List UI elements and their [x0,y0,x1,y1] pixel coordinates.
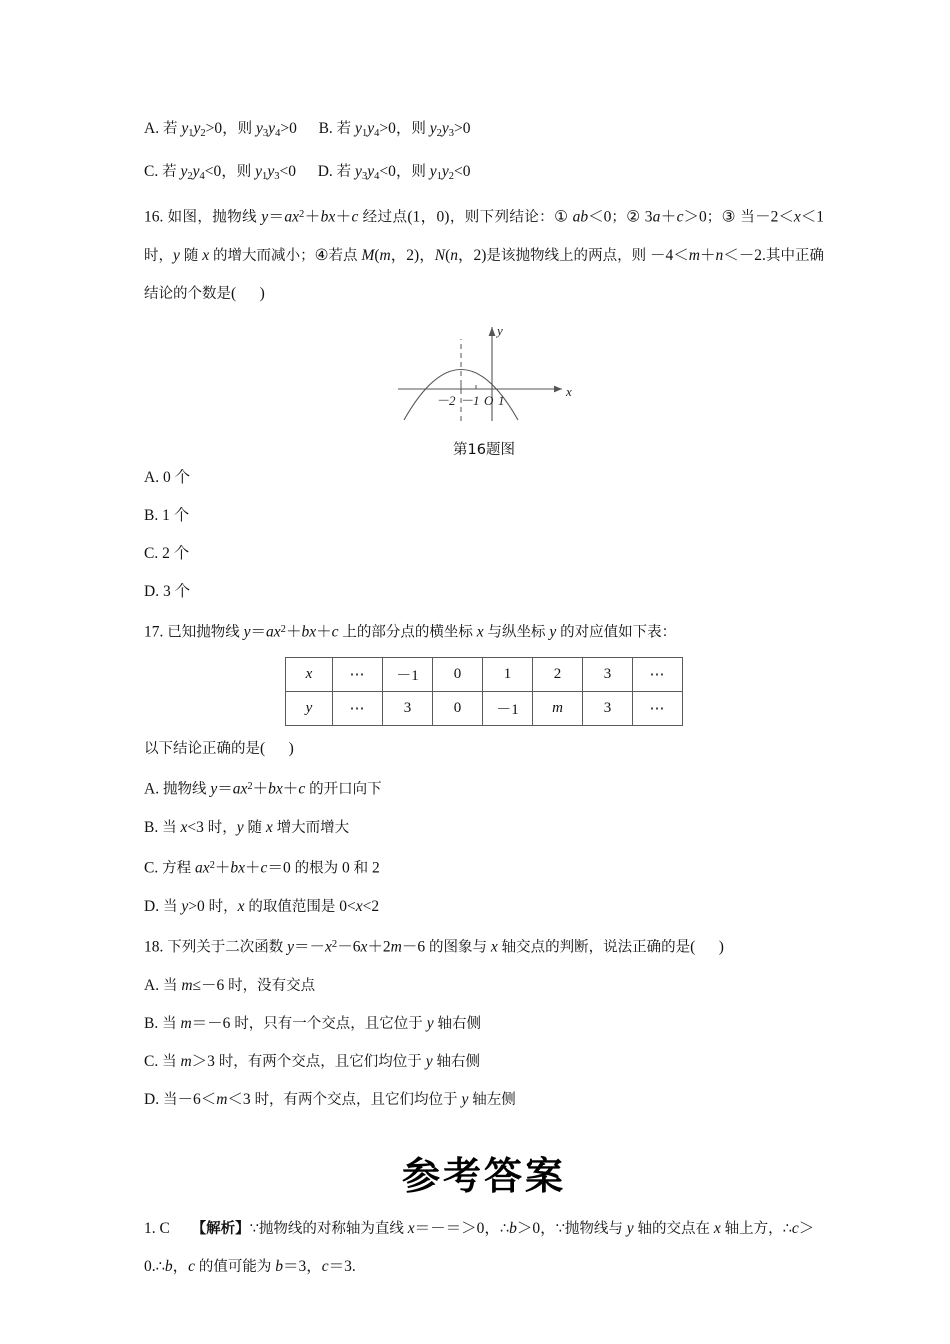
x-axis-arrow [554,385,562,392]
q16-number: 16. [144,208,164,226]
answer-item-1: 1. C 【解析】∵抛物线的对称轴为直线 x＝－＝＞0，∴b＞0，∵抛物线与 y 轴的交点在 x 轴上方，∴c＞0.∴b，c 的值可能为 b＝3，c＝3. [144,1219,815,1275]
q17-number: 17. [144,623,164,641]
q18-option-d: D. 当－6＜m＜3 时，有两个交点，且它们均位于 y 轴左侧 [144,1090,516,1108]
cell-x-3: 1 [483,658,533,692]
q16-figure [144,317,824,459]
cell-x-5: 3 [583,658,633,692]
q16-figure-caption: 第16题图 [453,441,515,458]
q18-number: 18. [144,938,164,956]
q16-equation: y [261,208,269,226]
q18-text-2: 的图象与 [428,939,487,956]
cell-y-4: m [533,692,583,726]
parabola-graph [384,317,584,427]
answers-heading: 参考答案 [401,1153,566,1198]
question-18-stem: 18. 下列关于二次函数 $y=-x^2-6x+2m-6$ 的图象与 x 轴交点的判断，说法正确的是( ) [144,938,724,956]
cell-y-5: 3 [583,692,633,726]
cell-x-4: 2 [533,658,583,692]
q15-option-d: D. 若 $y_3y_4<0$，则 $y_1y_2<0$ [317,162,471,182]
cell-x-2: 0 [433,658,483,692]
q16-text-3: 当 [740,209,756,226]
q15-option-line-2 [144,153,824,196]
q16-option-b: B. 1 个 [144,506,190,524]
q15-option-b: B. 若 $y_1y_4>0$，则 $y_2y_3>0$ [318,120,471,139]
cell-y-6: ⋯ [633,692,683,726]
q17-text-2: 上的部分点的横坐标 [342,624,473,641]
cell-y-3: －1 [483,692,533,726]
question-17-stem: 17. 已知抛物线 $y=ax^2+bx+c$ 上的部分点的横坐标 x 与纵坐标 y 的对应值如下表： [144,623,677,641]
q17-text-1: 已知抛物线 [167,624,240,641]
cell-x-1: －1 [383,658,433,692]
table-row [286,658,683,692]
q15-option-line-1 [144,110,824,153]
q17-option-c: C. 方程 $ax^2+bx+c=0$ 的根为 0 和 2 [144,859,380,877]
y-axis-arrow [489,327,496,336]
page-content [144,110,824,1286]
answer-1-number: 1. [144,1219,156,1237]
cell-y-0: ⋯ [333,692,383,726]
q18-text-1: 下列关于二次函数 [167,939,284,956]
q17-option-a: A. 抛物线 $y=ax^2+bx+c$ 的开口向下 [144,781,382,799]
cell-y-2: 0 [433,692,483,726]
tick-label-minus-2: －2 [436,392,456,408]
q17-prompt: 以下结论正确的是( ) [144,740,294,758]
row-header-y: y [286,692,333,726]
q15-option-a: A. 若 $y_1y_2>0$，则 $y_3y_4>0$ [144,120,297,139]
x-axis-label: x [566,383,572,399]
table-row [286,692,683,726]
q18-option-b: B. 当 m＝－6 时，只有一个交点，且它位于 y 轴右侧 [144,1014,481,1032]
origin-label: O [484,392,494,408]
q16-option-c: C. 2 个 [144,544,190,562]
tick-label-minus-1: －1 [460,392,480,408]
q16-option-d: D. 3 个 [144,582,191,600]
q17-table-wrap [144,657,824,726]
q16-text-2: 经过点 [362,209,408,226]
q15-option-c: C. 若 $y_2y_4<0$，则 $y_1y_3<0$ [144,162,296,182]
q16-text-1: 如图，抛物线 [167,209,257,226]
cell-y-1: 3 [383,692,433,726]
tick-label-1: 1 [498,392,505,408]
y-axis-label: y [497,322,503,338]
q18-option-c: C. 当 m＞3 时，有两个交点，且它们均位于 y 轴右侧 [144,1052,480,1070]
answer-1-label: 【解析】 [191,1220,250,1237]
cell-x-0: ⋯ [333,658,383,692]
answer-1-choice: C [159,1219,170,1237]
q18-option-a: A. 当 m≤－6 时，没有交点 [144,976,316,994]
question-16-stem: 16. 如图，抛物线 $y=ax^2+bx+c$ 经过点(1，0)，则下列结论：① ab＜0；② 3a＋c＞0；③ 当－2＜x＜1 时，y 随 x 的增大而减小；④若点 M(m，2)，N(n，2)是该抛物线上的两点，则 －4＜m＋n＜－2.其中正确结论的个数是( ) [144,208,824,302]
q17-option-d: D. 当 y>0 时，x 的取值范围是 0<x<2 [144,897,380,915]
q16-option-a: A. 0 个 [144,468,191,486]
row-header-x: x [286,658,333,692]
q17-value-table [285,657,683,726]
q17-option-b: B. 当 x<3 时，y 随 x 增大而增大 [144,819,350,837]
cell-x-6: ⋯ [633,658,683,692]
